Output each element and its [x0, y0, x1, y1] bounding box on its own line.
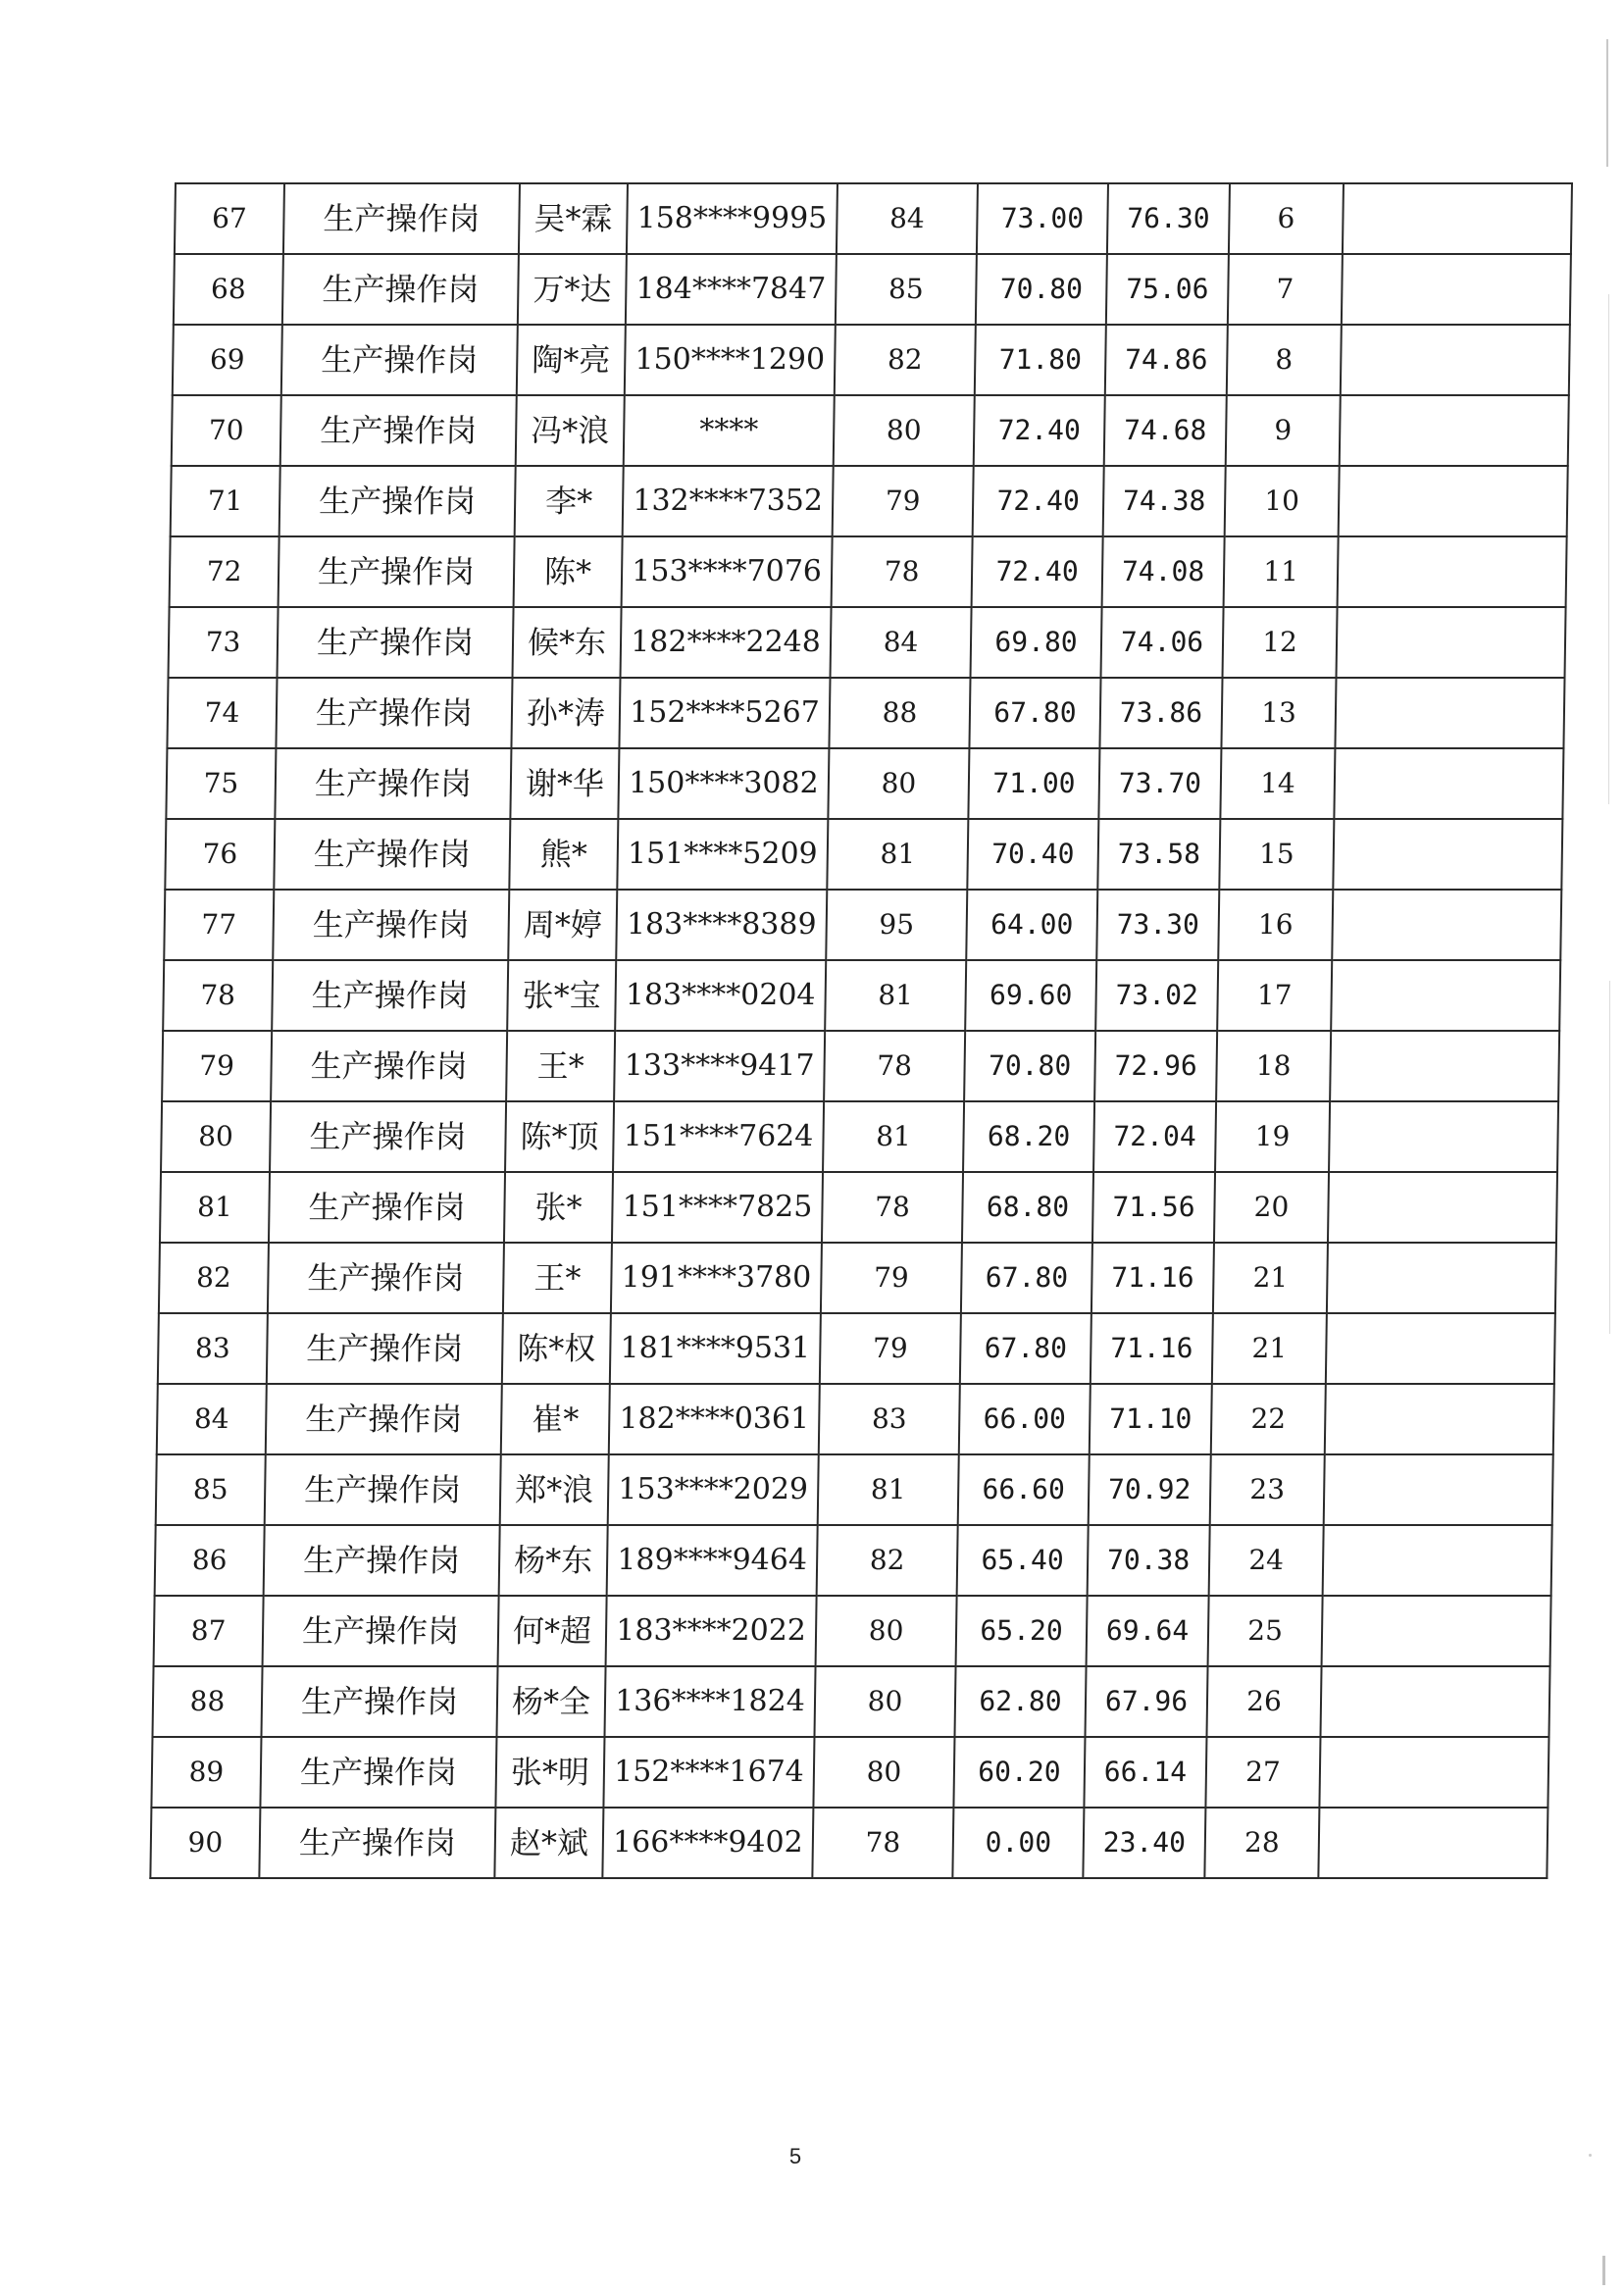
post-cell: 生产操作岗	[260, 1737, 496, 1808]
name-cell: 王*	[503, 1243, 612, 1313]
phone-cell: ****	[624, 395, 835, 466]
total-score-cell: 71.56	[1092, 1172, 1215, 1243]
note-cell	[1323, 1525, 1552, 1596]
rank-cell: 9	[1226, 395, 1341, 466]
rank-cell: 25	[1208, 1596, 1323, 1666]
post-cell: 生产操作岗	[275, 748, 511, 819]
total-score-cell: 72.96	[1094, 1031, 1217, 1101]
note-cell	[1341, 325, 1570, 395]
row-number-cell: 75	[166, 748, 276, 819]
interview-score-cell: 65.40	[957, 1525, 1089, 1596]
phone-cell: 166****9402	[602, 1808, 813, 1878]
table-row	[166, 748, 1563, 819]
name-cell: 杨*全	[496, 1666, 605, 1737]
rank-cell: 13	[1221, 678, 1336, 748]
interview-score-cell: 68.20	[963, 1101, 1094, 1172]
table-row	[150, 1808, 1548, 1878]
name-cell: 王*	[506, 1031, 615, 1101]
post-cell: 生产操作岗	[261, 1666, 497, 1737]
post-cell: 生产操作岗	[267, 1313, 503, 1384]
post-cell: 生产操作岗	[264, 1525, 500, 1596]
written-score-cell: 80	[814, 1666, 955, 1737]
note-cell	[1318, 1808, 1548, 1878]
rank-cell: 27	[1205, 1737, 1320, 1808]
phone-cell: 183****2022	[606, 1596, 817, 1666]
total-score-cell: 76.30	[1107, 183, 1230, 254]
rank-cell: 24	[1209, 1525, 1324, 1596]
post-cell: 生产操作岗	[263, 1596, 499, 1666]
interview-score-cell: 60.20	[953, 1737, 1085, 1808]
table-row	[175, 183, 1572, 254]
interview-score-cell: 65.20	[956, 1596, 1088, 1666]
written-score-cell: 78	[822, 1172, 963, 1243]
written-score-cell: 88	[829, 678, 970, 748]
rank-cell: 10	[1225, 466, 1340, 536]
interview-score-cell: 70.80	[976, 254, 1107, 325]
row-number-cell: 73	[169, 607, 279, 678]
written-score-cell: 78	[832, 536, 973, 607]
note-cell	[1338, 536, 1567, 607]
row-number-cell: 71	[171, 466, 280, 536]
rank-cell: 14	[1220, 748, 1335, 819]
name-cell: 熊*	[509, 819, 618, 890]
phone-cell: 133****9417	[614, 1031, 825, 1101]
total-score-cell: 71.10	[1090, 1384, 1212, 1454]
post-cell: 生产操作岗	[272, 960, 508, 1031]
total-score-cell: 73.86	[1099, 678, 1222, 748]
phone-cell: 132****7352	[623, 466, 834, 536]
note-cell	[1332, 890, 1561, 960]
phone-cell: 151****7624	[613, 1101, 824, 1172]
row-number-cell: 78	[163, 960, 273, 1031]
total-score-cell: 74.68	[1104, 395, 1227, 466]
written-score-cell: 81	[823, 1101, 964, 1172]
written-score-cell: 80	[813, 1737, 954, 1808]
total-score-cell: 73.30	[1096, 890, 1219, 960]
row-number-cell: 74	[167, 678, 277, 748]
name-cell: 郑*浪	[500, 1454, 609, 1525]
written-score-cell: 78	[824, 1031, 965, 1101]
row-number-cell: 89	[151, 1737, 261, 1808]
post-cell: 生产操作岗	[279, 466, 516, 536]
score-table	[149, 182, 1573, 1879]
row-number-cell: 88	[152, 1666, 262, 1737]
name-cell: 陈*	[514, 536, 623, 607]
table-row	[172, 395, 1569, 466]
total-score-cell: 73.58	[1097, 819, 1220, 890]
scan-artifact	[1602, 2256, 1605, 2285]
phone-cell: 183****0204	[615, 960, 826, 1031]
written-score-cell: 81	[825, 960, 966, 1031]
written-score-cell: 79	[821, 1243, 962, 1313]
note-cell	[1342, 254, 1571, 325]
name-cell: 李*	[515, 466, 624, 536]
phone-cell: 182****2248	[621, 607, 832, 678]
written-score-cell: 82	[817, 1525, 958, 1596]
name-cell: 陈*顶	[505, 1101, 614, 1172]
scan-artifact	[1608, 294, 1609, 804]
rank-cell: 22	[1211, 1384, 1326, 1454]
post-cell: 生产操作岗	[259, 1808, 495, 1878]
interview-score-cell: 69.80	[971, 607, 1102, 678]
total-score-cell: 75.06	[1106, 254, 1229, 325]
total-score-cell: 69.64	[1087, 1596, 1209, 1666]
rank-cell: 8	[1227, 325, 1342, 395]
phone-cell: 184****7847	[626, 254, 837, 325]
phone-cell: 151****5209	[617, 819, 828, 890]
table-row	[156, 1454, 1553, 1525]
total-score-cell: 70.38	[1088, 1525, 1210, 1596]
table-row	[162, 1031, 1559, 1101]
table-row	[164, 890, 1561, 960]
note-cell	[1329, 1101, 1558, 1172]
written-score-cell: 84	[837, 183, 978, 254]
rank-cell: 23	[1210, 1454, 1325, 1525]
phone-cell: 191****3780	[611, 1243, 822, 1313]
note-cell	[1339, 466, 1568, 536]
interview-score-cell: 70.80	[964, 1031, 1095, 1101]
table-row	[174, 254, 1571, 325]
name-cell: 赵*斌	[494, 1808, 603, 1878]
row-number-cell: 84	[157, 1384, 267, 1454]
phone-cell: 189****9464	[607, 1525, 818, 1596]
post-cell: 生产操作岗	[282, 254, 519, 325]
phone-cell: 151****7825	[612, 1172, 823, 1243]
row-number-cell: 81	[160, 1172, 270, 1243]
table-row	[157, 1384, 1554, 1454]
phone-cell: 181****9531	[610, 1313, 821, 1384]
phone-cell: 150****3082	[618, 748, 829, 819]
rank-cell: 11	[1224, 536, 1339, 607]
post-cell: 生产操作岗	[273, 890, 509, 960]
interview-score-cell: 72.40	[974, 395, 1105, 466]
row-number-cell: 68	[174, 254, 283, 325]
note-cell	[1333, 819, 1562, 890]
total-score-cell: 73.02	[1095, 960, 1218, 1031]
written-score-cell: 83	[819, 1384, 960, 1454]
written-score-cell: 82	[835, 325, 976, 395]
note-cell	[1330, 1031, 1559, 1101]
rank-cell: 16	[1218, 890, 1333, 960]
row-number-cell: 82	[159, 1243, 269, 1313]
rank-cell: 7	[1228, 254, 1343, 325]
note-cell	[1328, 1172, 1557, 1243]
row-number-cell: 87	[154, 1596, 264, 1666]
table-row	[161, 1101, 1558, 1172]
total-score-cell: 71.16	[1091, 1313, 1213, 1384]
row-number-cell: 83	[158, 1313, 268, 1384]
table-row	[151, 1737, 1548, 1808]
note-cell	[1343, 183, 1572, 254]
interview-score-cell: 0.00	[952, 1808, 1084, 1878]
written-score-cell: 80	[828, 748, 969, 819]
note-cell	[1327, 1243, 1556, 1313]
written-score-cell: 79	[820, 1313, 961, 1384]
rank-cell: 18	[1216, 1031, 1331, 1101]
total-score-cell: 66.14	[1084, 1737, 1206, 1808]
post-cell: 生产操作岗	[270, 1101, 506, 1172]
row-number-cell: 90	[150, 1808, 260, 1878]
total-score-cell: 74.38	[1103, 466, 1226, 536]
note-cell	[1319, 1737, 1548, 1808]
post-cell: 生产操作岗	[265, 1454, 501, 1525]
post-cell: 生产操作岗	[278, 607, 514, 678]
interview-score-cell: 67.80	[961, 1243, 1092, 1313]
table-row	[155, 1525, 1552, 1596]
total-score-cell: 72.04	[1093, 1101, 1216, 1172]
row-number-cell: 67	[175, 183, 284, 254]
name-cell: 陶*亮	[517, 325, 626, 395]
row-number-cell: 72	[170, 536, 279, 607]
note-cell	[1335, 678, 1564, 748]
total-score-cell: 74.86	[1105, 325, 1228, 395]
scan-artifact	[1606, 39, 1608, 167]
rank-cell: 12	[1223, 607, 1338, 678]
row-number-cell: 85	[156, 1454, 266, 1525]
row-number-cell: 80	[161, 1101, 271, 1172]
scan-artifact	[1589, 2154, 1592, 2157]
total-score-cell: 23.40	[1083, 1808, 1205, 1878]
row-number-cell: 86	[155, 1525, 265, 1596]
page-number: 5	[788, 2144, 802, 2168]
row-number-cell: 77	[164, 890, 274, 960]
phone-cell: 182****0361	[609, 1384, 820, 1454]
note-cell	[1322, 1596, 1551, 1666]
name-cell: 张*宝	[507, 960, 616, 1031]
post-cell: 生产操作岗	[276, 678, 512, 748]
note-cell	[1324, 1454, 1553, 1525]
total-score-cell: 71.16	[1091, 1243, 1214, 1313]
row-number-cell: 76	[165, 819, 275, 890]
post-cell: 生产操作岗	[274, 819, 510, 890]
rank-cell: 21	[1213, 1243, 1328, 1313]
interview-score-cell: 73.00	[977, 183, 1108, 254]
note-cell	[1334, 748, 1563, 819]
post-cell: 生产操作岗	[280, 395, 517, 466]
rank-cell: 20	[1214, 1172, 1329, 1243]
phone-cell: 158****9995	[627, 183, 837, 254]
name-cell: 张*	[504, 1172, 613, 1243]
table-row	[165, 819, 1562, 890]
written-score-cell: 84	[831, 607, 972, 678]
post-cell: 生产操作岗	[266, 1384, 502, 1454]
total-score-cell: 70.92	[1089, 1454, 1211, 1525]
phone-cell: 183****8389	[616, 890, 827, 960]
interview-score-cell: 62.80	[954, 1666, 1086, 1737]
table-row	[159, 1243, 1556, 1313]
phone-cell: 153****2029	[608, 1454, 819, 1525]
table-row	[167, 678, 1564, 748]
interview-score-cell: 66.00	[959, 1384, 1091, 1454]
written-score-cell: 80	[834, 395, 975, 466]
written-score-cell: 81	[827, 819, 968, 890]
score-table-body	[150, 183, 1572, 1878]
phone-cell: 150****1290	[625, 325, 836, 395]
table-row	[170, 536, 1567, 607]
total-score-cell: 74.08	[1102, 536, 1225, 607]
rank-cell: 19	[1215, 1101, 1330, 1172]
post-cell: 生产操作岗	[271, 1031, 507, 1101]
table-row	[154, 1596, 1551, 1666]
name-cell: 崔*	[501, 1384, 610, 1454]
name-cell: 陈*权	[502, 1313, 611, 1384]
rank-cell: 15	[1219, 819, 1334, 890]
phone-cell: 136****1824	[604, 1666, 815, 1737]
note-cell	[1320, 1666, 1549, 1737]
row-number-cell: 69	[173, 325, 282, 395]
interview-score-cell: 72.40	[972, 536, 1103, 607]
total-score-cell: 73.70	[1098, 748, 1221, 819]
post-cell: 生产操作岗	[268, 1243, 504, 1313]
written-score-cell: 85	[836, 254, 977, 325]
note-cell	[1340, 395, 1569, 466]
table-row	[158, 1313, 1555, 1384]
name-cell: 何*超	[498, 1596, 607, 1666]
written-score-cell: 81	[818, 1454, 959, 1525]
phone-cell: 153****7076	[622, 536, 833, 607]
name-cell: 谢*华	[510, 748, 619, 819]
table-row	[171, 466, 1568, 536]
row-number-cell: 70	[172, 395, 281, 466]
interview-score-cell: 67.80	[960, 1313, 1091, 1384]
phone-cell: 152****1674	[603, 1737, 814, 1808]
interview-score-cell: 71.00	[968, 748, 1099, 819]
post-cell: 生产操作岗	[281, 325, 518, 395]
rank-cell: 17	[1217, 960, 1332, 1031]
total-score-cell: 67.96	[1085, 1666, 1207, 1737]
rank-cell: 21	[1212, 1313, 1327, 1384]
written-score-cell: 80	[816, 1596, 957, 1666]
interview-score-cell: 66.60	[958, 1454, 1090, 1525]
interview-score-cell: 67.80	[969, 678, 1100, 748]
row-number-cell: 79	[162, 1031, 272, 1101]
note-cell	[1325, 1384, 1554, 1454]
written-score-cell: 79	[833, 466, 974, 536]
table-row	[160, 1172, 1557, 1243]
name-cell: 吴*霖	[519, 183, 628, 254]
interview-score-cell: 71.80	[975, 325, 1106, 395]
interview-score-cell: 70.40	[967, 819, 1098, 890]
total-score-cell: 74.06	[1101, 607, 1224, 678]
name-cell: 候*东	[513, 607, 622, 678]
name-cell: 张*明	[495, 1737, 604, 1808]
table-row	[163, 960, 1560, 1031]
name-cell: 孙*涛	[511, 678, 620, 748]
name-cell: 周*婷	[508, 890, 617, 960]
interview-score-cell: 68.80	[962, 1172, 1093, 1243]
table-row	[169, 607, 1566, 678]
name-cell: 冯*浪	[516, 395, 625, 466]
scan-artifact	[1609, 981, 1610, 1334]
interview-score-cell: 69.60	[965, 960, 1096, 1031]
note-cell	[1326, 1313, 1555, 1384]
written-score-cell: 78	[812, 1808, 953, 1878]
interview-score-cell: 72.40	[973, 466, 1104, 536]
written-score-cell: 95	[826, 890, 967, 960]
note-cell	[1331, 960, 1560, 1031]
table-row	[152, 1666, 1549, 1737]
interview-score-cell: 64.00	[966, 890, 1097, 960]
post-cell: 生产操作岗	[269, 1172, 505, 1243]
post-cell: 生产操作岗	[279, 536, 515, 607]
name-cell: 万*达	[518, 254, 627, 325]
rank-cell: 6	[1229, 183, 1344, 254]
rank-cell: 28	[1204, 1808, 1319, 1878]
rank-cell: 26	[1206, 1666, 1321, 1737]
name-cell: 杨*东	[499, 1525, 608, 1596]
phone-cell: 152****5267	[619, 678, 830, 748]
note-cell	[1337, 607, 1566, 678]
table-row	[173, 325, 1570, 395]
post-cell: 生产操作岗	[283, 183, 520, 254]
